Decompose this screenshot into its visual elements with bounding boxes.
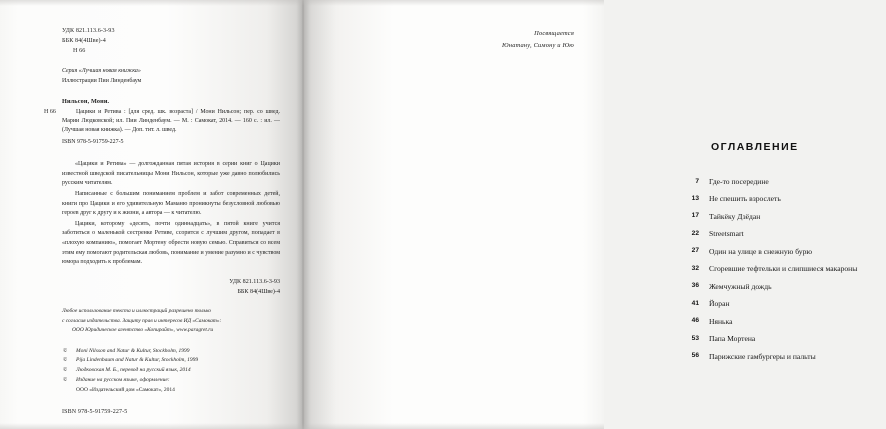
credit-row-continuation: [62, 386, 280, 396]
dedication-line-2: Юнатану, Симону и Юю: [502, 41, 574, 49]
credit-row: [62, 356, 280, 366]
classification-codes-top: [62, 27, 280, 57]
toc-page-number: 27: [691, 247, 699, 255]
left-page-imprint: [0, 0, 303, 429]
annotation-paragraph-3: Цацики, которому «десять, почти одиннадцать», в пятой книге учится заботиться о маленькой сестренке Ретиве, ссорится с лучшим другом, попадает в «плохую компанию», помогает Мортену обрести новую семью. Справиться со всем этим ему помогают родительская любовь, понимание и умение разумно и с чувством юмора подходить к проблемам.: [62, 220, 280, 266]
toc-chapter-title: Парижские гамбургеры и пальты: [709, 351, 816, 361]
isbn-top: ISBN 978-5-91759-227-5: [62, 138, 124, 145]
series-block: [62, 66, 280, 86]
toc-entry[interactable]: [681, 317, 886, 327]
toc-entry[interactable]: [681, 247, 886, 257]
annotation-block: [62, 160, 280, 268]
toc-chapter-title: Не спешить взрослеть: [709, 194, 781, 204]
toc-list: [681, 177, 886, 369]
biblio-paragraph: Цацики и Ретива : [для сред. шк. возраста] / Мони Нильсон; пер. со швед. Марии Людковской; ил. Пии Линденбаум. — М. : Самокат, 2014. — 160 с. : ил. — (Лучшая новая книжка). — Доп. тит. л. швед.: [62, 108, 280, 134]
toc-chapter-title: Нянька: [709, 316, 733, 326]
toc-chapter-title: Йоран: [709, 299, 730, 309]
copyright-icon: ©: [63, 357, 68, 364]
author-heading: Нильсон, Мони.: [62, 97, 110, 105]
credit-text: Людковская М. Б., перевод на русский язык, 2014: [76, 367, 191, 374]
toc-entry[interactable]: [681, 229, 886, 239]
biblio-description: [44, 108, 280, 148]
toc-page-number: 32: [691, 264, 699, 272]
dedication-line-1: Посвящается: [534, 30, 574, 37]
toc-entry[interactable]: [681, 212, 886, 222]
copyright-icon: ©: [63, 376, 68, 383]
toc-chapter-title: Папа Мортена: [709, 334, 756, 344]
toc-chapter-title: Жемчужный дождь: [709, 281, 772, 291]
illustrations-line: Иллюстрации Пии Линденбаум: [62, 77, 142, 84]
imprint-block: [44, 27, 280, 416]
toc-entry[interactable]: [681, 194, 886, 204]
rights-line-2: с согласия издательства. Защиту прав и интересов ИД «Самокат»:: [62, 317, 222, 324]
toc-page-number: 56: [691, 352, 699, 360]
copyright-icon: ©: [63, 367, 68, 374]
annotation-paragraph-1: «Цацики и Ретива» — долгожданная пятая история в серии книг о Цацики известной шведской писательницы Мони Нильсон, которые уже давно полюбились русским читателям.: [62, 161, 280, 187]
rights-line-3: ООО Юридическое агентство «Копирайт», www.paragret.ru: [72, 327, 214, 334]
toc-chapter-title: Streetsmart: [709, 229, 744, 239]
dedication-block: [404, 28, 574, 52]
toc-page-number: 46: [691, 317, 699, 325]
bbk-code: ББК 84(4Шве)-4: [62, 37, 106, 44]
toc-entry[interactable]: [681, 282, 886, 292]
series-line: Серия «Лучшая новая книжка»: [62, 67, 141, 74]
toc-entry[interactable]: [681, 177, 886, 187]
rights-notice: [62, 307, 280, 335]
udk-code: УДК 821.113.6-3-93: [62, 28, 115, 34]
shelf-code: Н 66: [73, 47, 86, 54]
toc-page-number: 17: [691, 212, 699, 220]
toc-chapter-title: Сгоревшие тефтельки и слипшиеся макароны: [709, 264, 858, 274]
copyright-credits: [62, 347, 280, 396]
toc-title: ОГЛАВЛЕНИЕ: [711, 141, 799, 153]
credit-text: ООО «Издательский дом «Самокат», 2014: [76, 386, 175, 393]
bbk-code-bottom: ББК 84(4Шве)-4: [237, 288, 280, 295]
toc-page-number: 7: [695, 177, 699, 185]
shelfmark-margin: Н 66: [44, 108, 56, 115]
udk-code-bottom: УДК 821.113.6-3-93: [229, 278, 280, 285]
toc-chapter-title: Тайкёку Дзёдан: [709, 211, 761, 221]
toc-entry[interactable]: [681, 264, 886, 274]
credit-row: [62, 347, 280, 357]
isbn-bottom: ISBN 978-5-91759-227-5: [62, 409, 128, 416]
credit-row: [62, 376, 280, 386]
toc-page-number: 36: [691, 282, 699, 290]
toc-page-number: 13: [691, 194, 699, 202]
credit-row: [62, 366, 280, 376]
toc-entry[interactable]: [681, 352, 886, 362]
annotation-paragraph-2: Написанные с большим пониманием проблем и забот современных детей, книги про Цацики и его удивительную Маманю проникнуты безусловной любовью героев друг к другу и к жизни, а автора — к читателю.: [62, 190, 280, 217]
copyright-icon: ©: [63, 347, 68, 354]
toc-page-number: 22: [691, 229, 699, 237]
toc-chapter-title: Где-то посередине: [709, 177, 769, 186]
credit-text: Moni Nilsson and Natur & Kultur, Stockholm, 1999: [76, 347, 190, 354]
toc-entry[interactable]: [681, 299, 886, 309]
classification-codes-bottom: [62, 278, 280, 298]
toc-page-number: 53: [691, 334, 699, 342]
right-page-contents: [303, 0, 858, 429]
rights-line-1: Любое использование текста и иллюстраций разрешено только: [62, 308, 212, 315]
credit-text: Издание на русском языке, оформление:: [76, 376, 170, 383]
credit-text: Pija Lindenbaum and Natur & Kultur, Stockholm, 1999: [76, 357, 199, 364]
toc-entry[interactable]: [681, 334, 886, 344]
toc-chapter-title: Один на улице в снежную бурю: [709, 246, 813, 256]
toc-page-number: 41: [691, 299, 699, 307]
